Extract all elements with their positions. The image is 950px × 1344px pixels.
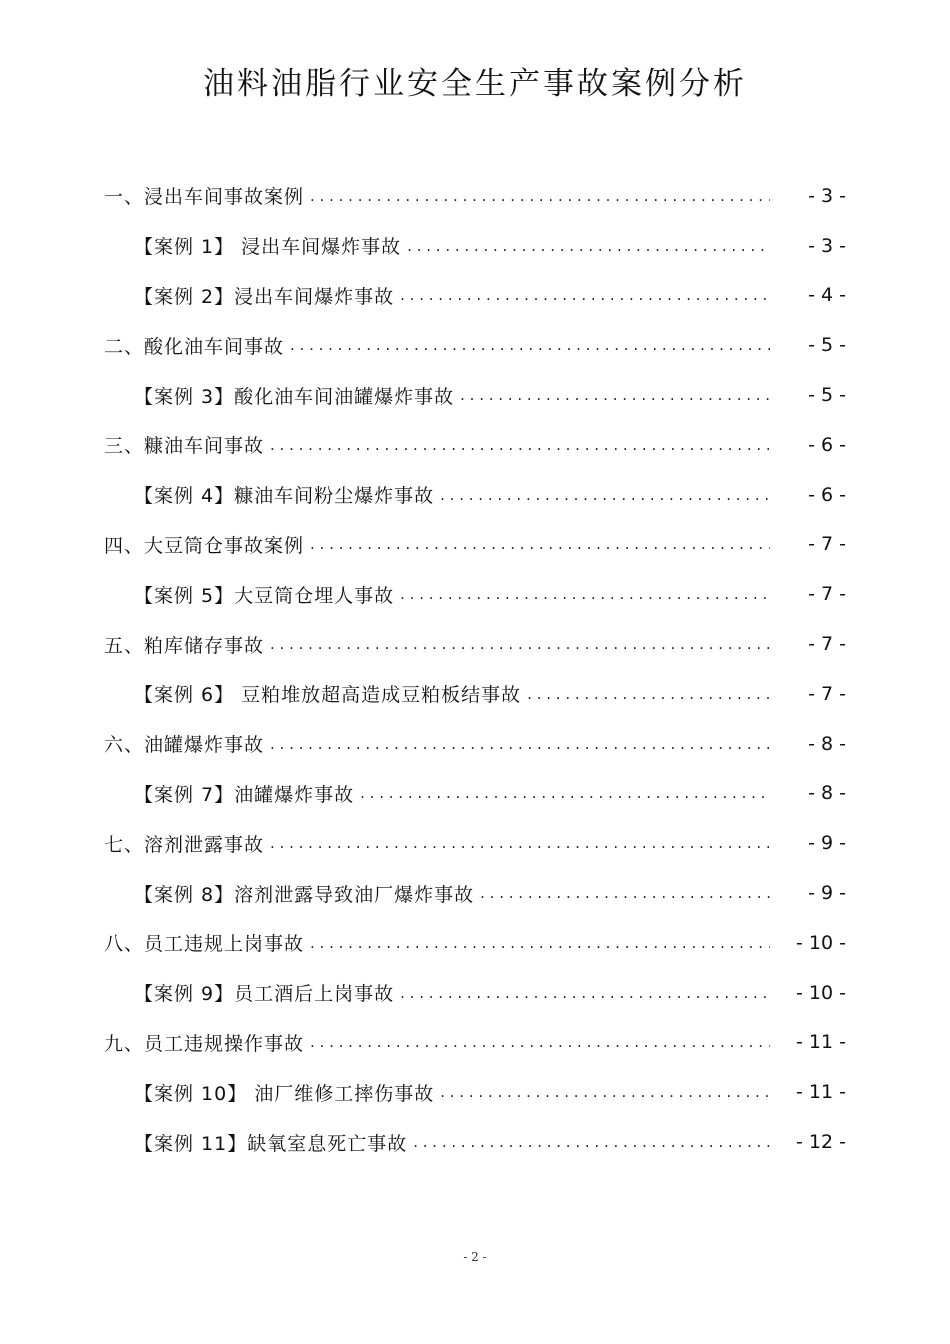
toc-entry-title: 二、酸化油车间事故 (104, 335, 285, 358)
toc-case-entry[interactable] (0, 271, 950, 321)
toc-page-number: - 6 - (808, 483, 846, 506)
toc-case-entry[interactable] (0, 1117, 950, 1167)
toc-page-number: - 3 - (808, 184, 846, 207)
toc-entry-title: 七、溶剂泄露事故 (104, 833, 265, 856)
toc-dot-leader (310, 185, 770, 207)
toc-dot-leader (413, 1131, 770, 1153)
table-of-contents (0, 171, 950, 1167)
toc-case-entry[interactable] (0, 221, 950, 271)
toc-dot-leader (400, 982, 770, 1004)
toc-section-entry[interactable] (0, 1018, 950, 1068)
toc-dot-leader (400, 284, 770, 306)
document-title: 油料油脂行业安全生产事故案例分析 (203, 66, 747, 102)
toc-page-number: - 8 - (808, 732, 846, 755)
toc-case-entry[interactable] (0, 968, 950, 1018)
toc-entry-title: 【案例 3】酸化油车间油罐爆炸事故 (134, 385, 455, 408)
toc-dot-leader (310, 932, 770, 954)
toc-entry-title: 【案例 2】浸出车间爆炸事故 (134, 285, 395, 308)
toc-entry-title: 九、员工违规操作事故 (104, 1032, 305, 1055)
toc-dot-leader (290, 334, 770, 356)
toc-section-entry[interactable] (0, 818, 950, 868)
toc-dot-leader (310, 533, 770, 555)
toc-case-entry[interactable] (0, 769, 950, 819)
toc-page-number: - 7 - (808, 682, 846, 705)
toc-page-number: - 12 - (796, 1131, 846, 1154)
toc-entry-title: 六、油罐爆炸事故 (104, 734, 265, 757)
toc-section-entry[interactable] (0, 320, 950, 370)
toc-dot-leader (400, 583, 770, 605)
toc-entry-title: 【案例 9】员工酒后上岗事故 (134, 983, 395, 1006)
toc-page-number: - 7 - (808, 533, 846, 556)
toc-page-number: - 6 - (808, 433, 846, 456)
toc-case-entry[interactable] (0, 470, 950, 520)
toc-dot-leader (270, 434, 770, 456)
toc-dot-leader (460, 384, 770, 406)
toc-dot-leader (440, 484, 770, 506)
toc-dot-leader (407, 235, 770, 257)
toc-entry-title: 【案例 5】大豆筒仓埋人事故 (134, 584, 395, 607)
toc-dot-leader (527, 683, 770, 705)
toc-page-number: - 3 - (808, 234, 846, 257)
toc-case-entry[interactable] (0, 669, 950, 719)
toc-page-number: - 11 - (796, 1031, 846, 1054)
page-number-footer: - 2 - (463, 1250, 487, 1264)
toc-section-entry[interactable] (0, 520, 950, 570)
toc-section-entry[interactable] (0, 918, 950, 968)
toc-entry-title: 【案例 4】糠油车间粉尘爆炸事故 (134, 485, 435, 508)
toc-page-number: - 4 - (808, 284, 846, 307)
toc-page-number: - 5 - (808, 334, 846, 357)
toc-entry-title: 八、员工违规上岗事故 (104, 933, 305, 956)
toc-page-number: - 9 - (808, 832, 846, 855)
toc-dot-leader (270, 633, 770, 655)
toc-page-number: - 7 - (808, 633, 846, 656)
toc-page-number: - 11 - (796, 1081, 846, 1104)
toc-entry-title: 【案例 8】溶剂泄露导致油厂爆炸事故 (134, 883, 475, 906)
toc-entry-title: 【案例 11】缺氧室息死亡事故 (134, 1132, 408, 1155)
toc-page-number: - 10 - (796, 931, 846, 954)
toc-case-entry[interactable] (0, 569, 950, 619)
toc-dot-leader (270, 832, 770, 854)
toc-case-entry[interactable] (0, 1067, 950, 1117)
toc-dot-leader (480, 882, 770, 904)
toc-case-entry[interactable] (0, 868, 950, 918)
toc-entry-title: 【案例 10】 油厂维修工摔伤事故 (134, 1082, 435, 1105)
toc-page-number: - 5 - (808, 384, 846, 407)
toc-case-entry[interactable] (0, 370, 950, 420)
toc-section-entry[interactable] (0, 619, 950, 669)
toc-page-number: - 8 - (808, 782, 846, 805)
toc-section-entry[interactable] (0, 719, 950, 769)
toc-section-entry[interactable] (0, 420, 950, 470)
toc-entry-title: 一、浸出车间事故案例 (104, 186, 305, 209)
toc-entry-title: 四、大豆筒仓事故案例 (104, 534, 305, 557)
toc-entry-title: 三、糠油车间事故 (104, 435, 265, 458)
toc-entry-title: 【案例 6】 豆粕堆放超高造成豆粕板结事故 (134, 684, 522, 707)
toc-dot-leader (440, 1081, 770, 1103)
toc-page-number: - 10 - (796, 981, 846, 1004)
toc-dot-leader (270, 733, 770, 755)
toc-dot-leader (360, 782, 770, 804)
toc-dot-leader (310, 1031, 770, 1053)
toc-page-number: - 9 - (808, 882, 846, 905)
toc-entry-title: 【案例 7】油罐爆炸事故 (134, 783, 355, 806)
toc-section-entry[interactable] (0, 171, 950, 221)
toc-page-number: - 7 - (808, 583, 846, 606)
toc-entry-title: 【案例 1】 浸出车间爆炸事故 (134, 236, 402, 259)
toc-entry-title: 五、粕库储存事故 (104, 634, 265, 657)
